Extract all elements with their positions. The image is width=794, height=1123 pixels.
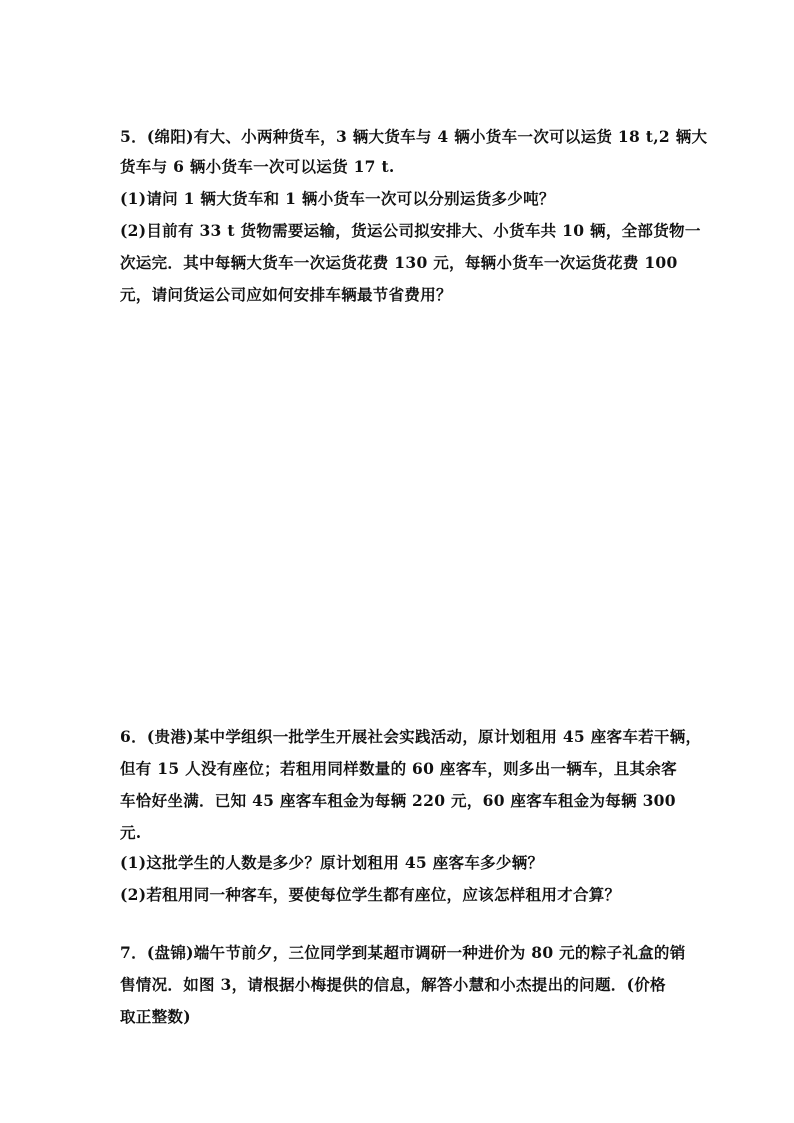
problem-5-line-2: 货车与 6 辆小货车一次可以运货 17 t. <box>120 157 395 176</box>
problem-5-line-4: (2)目前有 33 t 货物需要运输，货运公司拟安排大、小货车共 10 辆，全部货物一 <box>120 221 701 240</box>
problem-6-line-1: 6．(贵港)某中学组织一批学生开展社会实践活动，原计划租用 45 座客车若干辆， <box>120 727 702 746</box>
problem-6-line-6: (2)若租用同一种客车，要使每位学生都有座位，应该怎样租用才合算？ <box>120 885 621 904</box>
problem-7-line-1: 7．(盘锦)端午节前夕，三位同学到某超市调研一种进价为 80 元的粽子礼盒的销 <box>120 943 686 962</box>
problem-5-line-6: 元，请问货运公司应如何安排车辆最节省费用？ <box>120 285 452 304</box>
problem-5-line-5: 次运完．其中每辆大货车一次运货花费 130 元，每辆小货车一次运货花费 100 <box>120 253 678 272</box>
problem-6-line-5: (1)这批学生的人数是多少？原计划租用 45 座客车多少辆？ <box>120 853 544 872</box>
problem-7-line-3: 取正整数) <box>120 1007 191 1026</box>
problem-7 <box>120 938 686 1032</box>
problem-7-line-2: 售情况．如图 3，请根据小梅提供的信息，解答小慧和小杰提出的问题．(价格 <box>120 975 666 994</box>
problem-5-line-3: (1)请问 1 辆大货车和 1 辆小货车一次可以分别运货多少吨？ <box>120 189 555 208</box>
problem-5 <box>120 122 708 310</box>
problem-5-line-1: 5．(绵阳)有大、小两种货车，3 辆大货车与 4 辆小货车一次可以运货 18 t,2 辆大 <box>120 127 708 146</box>
problem-6-line-4: 元. <box>120 823 142 842</box>
problem-6 <box>120 722 702 910</box>
problem-6-line-2: 但有 15 人没有座位；若租用同样数量的 60 座客车，则多出一辆车，且其余客 <box>120 759 677 778</box>
problem-6-line-3: 车恰好坐满．已知 45 座客车租金为每辆 220 元，60 座客车租金为每辆 300 <box>120 791 676 810</box>
